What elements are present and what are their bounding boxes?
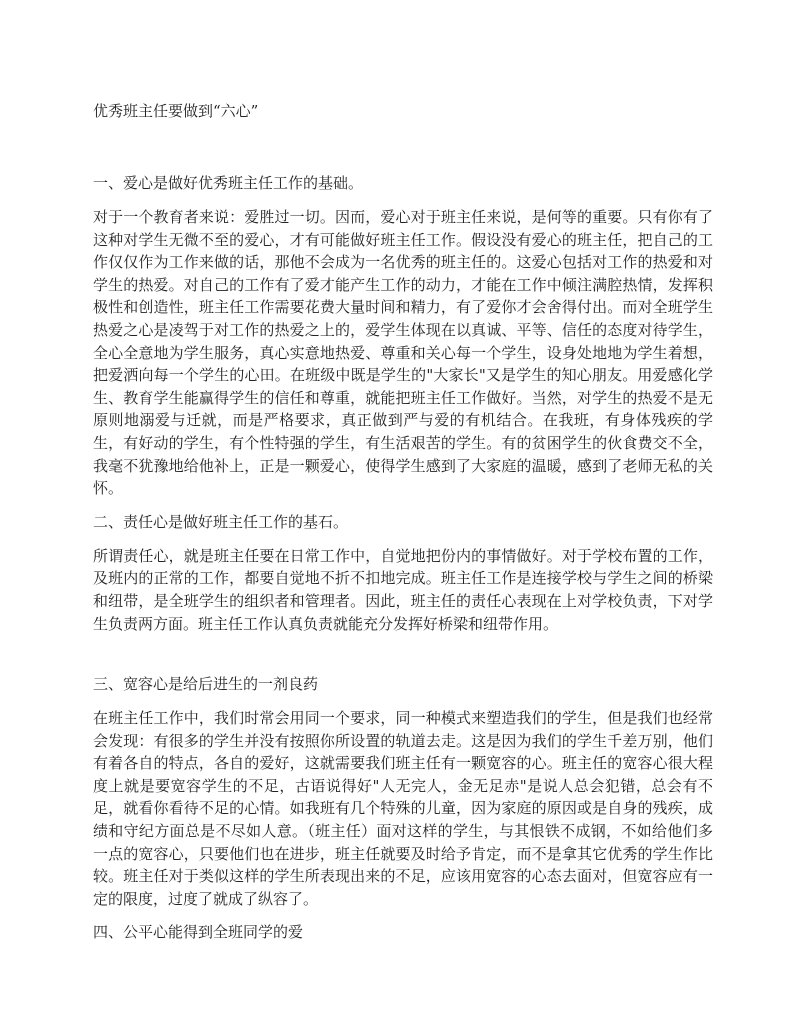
section-tolerance (93, 673, 713, 910)
section-heading: 四、公平心能得到全班同学的爱 (93, 923, 304, 942)
document-title: 优秀班主任要做到“六心” (93, 102, 259, 120)
section-paragraph: 在班主任工作中，我们时常会用同一个要求，同一种模式来塑造我们的学生，但是我们也经常会发现：有很多的学生并没有按照你所设置的轨道去走。这是因为我们的学生千差万别，他们有着各自的特点，各自的爱好，这就需要我们班主任有一颗宽容的心。班主任的宽容心很大程度上就是要宽容学生的不足，古语说得好"人无完人，金无足赤"是说人总会犯错，总会有不足，就看你看待不足的心情。如我班有几个特殊的儿童，因为家庭的原因或是自身的残疾，成绩和守纪方面总是不尽如人意。（班主任）面对这样的学生，与其恨铁不成钢，不如给他们多一点的宽容心，只要他们也在进步，班主任就要及时给予肯定，而不是拿其它优秀的学生作比较。班主任对于类似这样的学生所表现出来的不足，应该用宽容的心态去面对，但宽容应有一定的限度，过度了就成了纵容了。 (93, 709, 713, 908)
section-paragraph: 所谓责任心，就是班主任要在日常工作中，自觉地把份内的事情做好。对于学校布置的工作，及班内的正常的工作，都要自觉地不折不扣地完成。班主任工作是连接学校与学生之间的桥梁和纽带，是全班学生的组织者和管理者。因此，班主任的责任心表现在上对学校负责，下对学生负责两方面。班主任工作认真负责就能充分发挥好桥梁和纽带作用。 (93, 546, 713, 633)
document-page (93, 100, 713, 943)
section-heading: 三、宽容心是给后进生的一剂良药 (93, 675, 319, 694)
section-heading: 一、爱心是做好优秀班主任工作的基础。 (93, 174, 364, 192)
section-paragraph: 对于一个教育者来说：爱胜过一切。因而，爱心对于班主任来说，是何等的重要。只有你有了这种对学生无微不至的爱心，才有可能做好班主任工作。假设没有爱心的班主任，把自己的工作仅仅作为工作来做的话，那他不会成为一名优秀的班主任的。这爱心包括对工作的热爱和对学生的热爱。对自己的工作有了爱才能产生工作的动力，才能在工作中倾注满腔热情，发挥积极性和创造性，班主任工作需要花费大量时间和精力，有了爱你才会舍得付出。而对全班学生热爱之心是凌驾于对工作的热爱之上的，爱学生体现在以真诚、平等、信任的态度对待学生，全心全意地为学生服务，真心实意地热爱、尊重和关心每一个学生，设身处地地为学生着想，把爱洒向每一个学生的心田。在班级中既是学生的"大家长"又是学生的知心朋友。用爱感化学生、教育学生能赢得学生的信任和尊重，就能把班主任工作做好。当然，对学生的热爱不是无原则地溺爱与迁就，而是严格要求，真正做到严与爱的有机结合。在我班，有身体残疾的学生，有好动的学生，有个性特强的学生，有生活艰苦的学生。有的贫困学生的伙食费交不全，我毫不犹豫地给他补上，正是一颗爱心，使得学生感到了大家庭的温暖，感到了老师无私的关怀。 (93, 208, 713, 498)
section-responsibility (93, 511, 713, 635)
section-love (93, 172, 713, 500)
section-heading: 二、责任心是做好班主任工作的基石。 (93, 512, 349, 531)
section-fairness (93, 921, 713, 943)
